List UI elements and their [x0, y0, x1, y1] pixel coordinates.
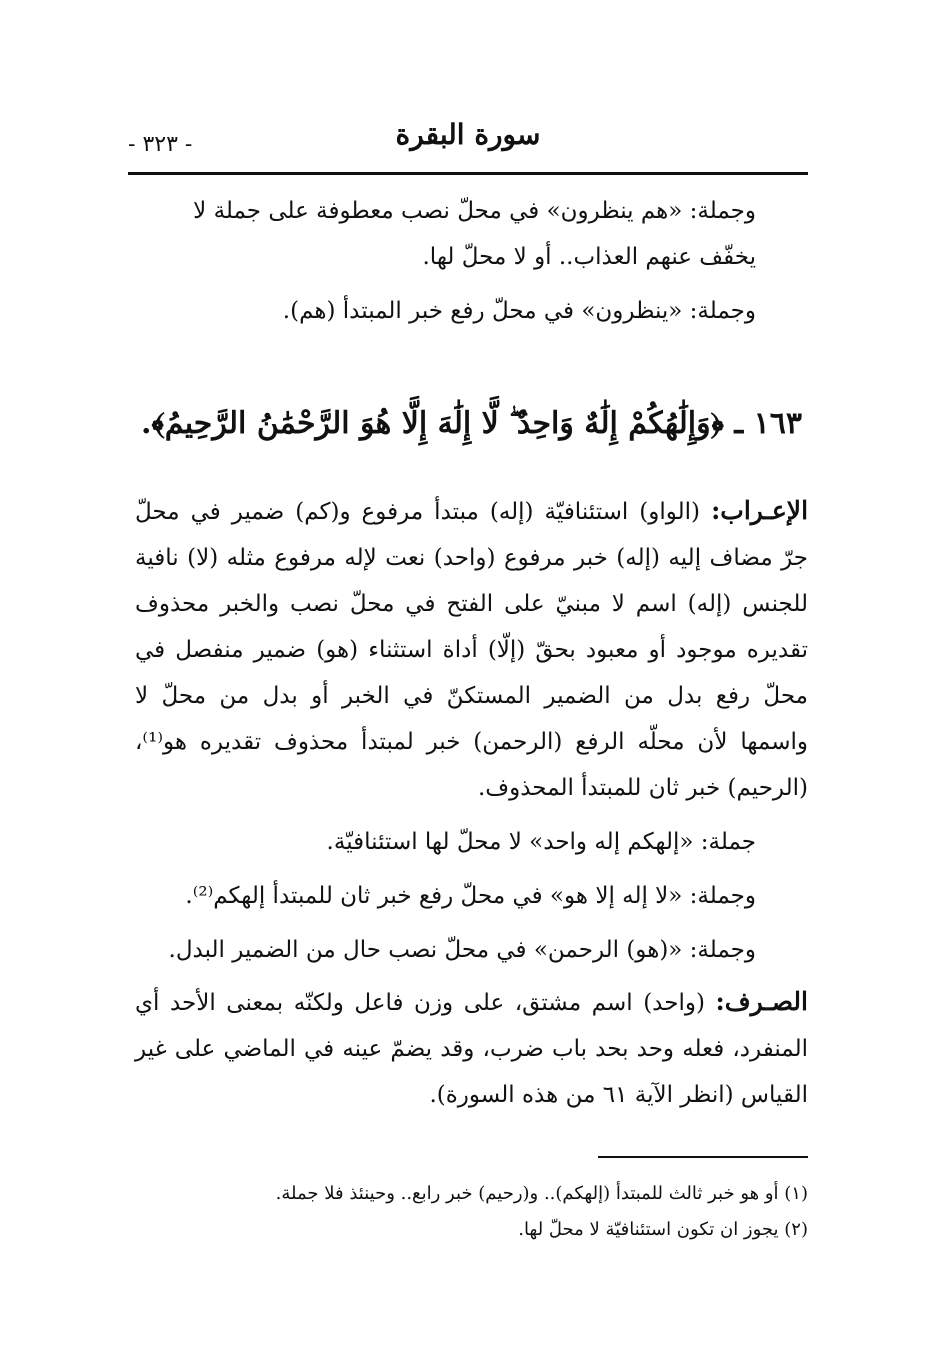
footnotes [135, 1176, 808, 1248]
irab-paragraph [135, 488, 808, 811]
sentence-paragraph: وجملة: «لا إله إلا هو» في محلّ رفع خبر ثان للمبتدأ إلهكم⁽²⁾. [185, 883, 756, 909]
sentence-paragraph: وجملة: «(هو) الرحمن» في محلّ نصب حال من الضمير البدل. [168, 937, 756, 963]
sarf-paragraph [135, 979, 808, 1118]
sarf-label: الصـرف: [715, 987, 808, 1016]
quran-verse: ١٦٣ ـ ﴿وَإِلَٰهُكُمْ إِلَٰهٌ وَاحِدٌ ۖ لَّا إِلَٰهَ إِلَّا هُوَ الرَّحْمَٰنُ الرَّحِيمُ﴾. [141, 406, 802, 441]
surah-title: سورة البقرة [395, 118, 541, 151]
header-divider [128, 172, 808, 175]
footnote-divider [598, 1156, 808, 1158]
sarf-text: (واحد) اسم مشتق، على وزن فاعل ولكنّه بمعنى الأحد أي المنفرد، فعله وحد بحد باب ضرب، وقد يضمّ عينه في الماضي على غير القياس (انظر الآية ٦١ من هذه السورة). [135, 990, 808, 1108]
irab-text: (الواو) استئنافيّة (إله) مبتدأ مرفوع و(كم) ضمير في محلّ جرّ مضاف إليه (إله) خبر مرفوع (واحد) نعت لإله مرفوع مثله (لا) نافية للجنس (إله) اسم لا مبنيّ على الفتح في محلّ نصب والخبر محذوف تقديره موجود أو معبود بحقّ (إلّا) أداة استثناء (هو) ضمير منفصل في محلّ رفع بدل من الضمير المستكنّ في الخبر أو بدل من محلّ لا واسمها لأن محلّه الرفع (الرحمن) خبر لمبتدأ محذوف تقديره هو⁽¹⁾، (الرحيم) خبر ثان للمبتدأ المحذوف. [135, 499, 808, 801]
irab-label: الإعـراب: [711, 496, 809, 525]
footnote: (٢) يجوز ان تكون استئنافيّة لا محلّ لها. [518, 1219, 808, 1240]
sentence-paragraph: وجملة: «ينظرون» في محلّ رفع خبر المبتدأ (هم). [282, 298, 756, 324]
page-header [128, 108, 808, 172]
sentence-paragraph: وجملة: «هم ينظرون» في محلّ نصب معطوفة على جملة لا يخفّف عنهم العذاب.. أو لا محلّ لها. [193, 198, 756, 270]
top-paragraphs [135, 188, 808, 334]
page-number: - ٣٢٣ - [128, 132, 193, 157]
irab-section [135, 488, 808, 1118]
footnote: (١) أو هو خبر ثالث للمبتدأ (إلهكم).. و(رحيم) خبر رابع.. وحينئذ فلا جملة. [275, 1183, 808, 1204]
sentence-paragraph: جملة: «إلهكم إله واحد» لا محلّ لها استئنافيّة. [326, 829, 756, 855]
